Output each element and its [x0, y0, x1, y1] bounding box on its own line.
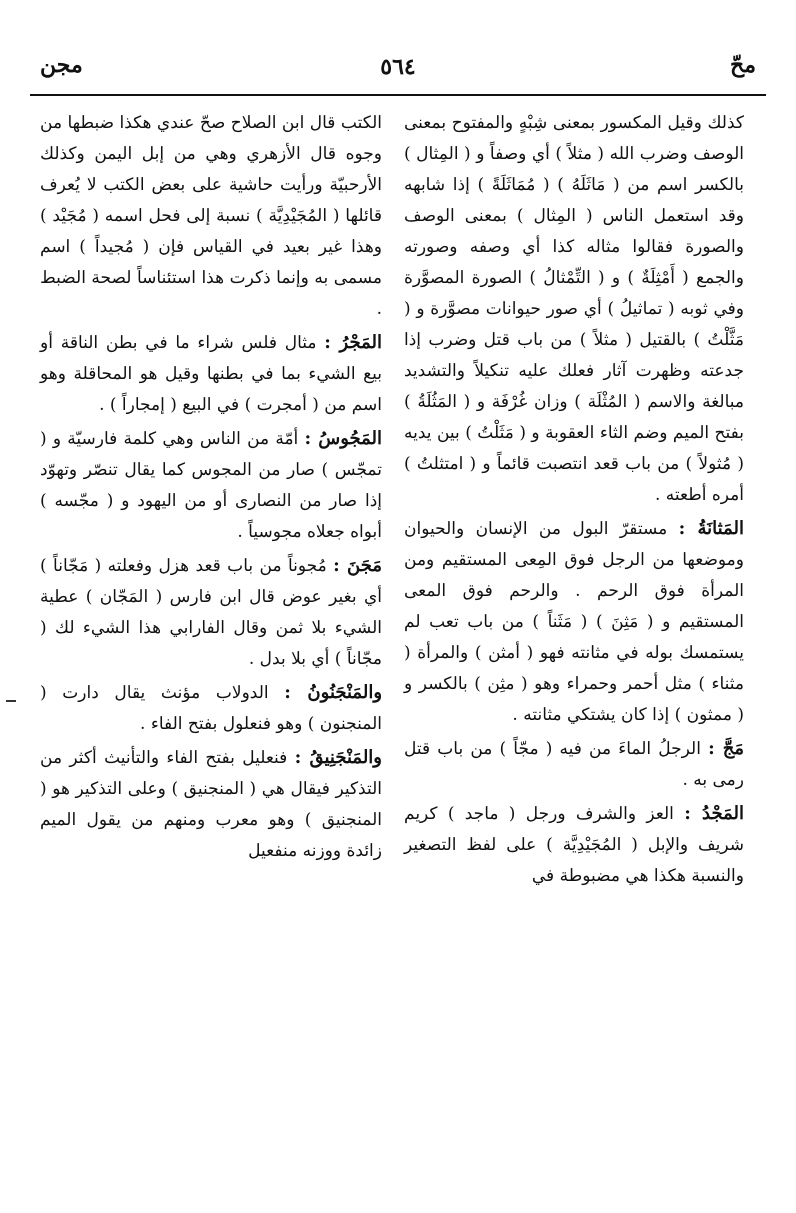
entry — [404, 108, 744, 511]
entry-headword: والمَنْجَنُونُ : — [284, 682, 383, 703]
entry-headword: مَجَّ : — [708, 738, 745, 759]
entry-text: مثال فلس شراء ما في بطن الناقة أو بيع الشيء بما في بطنها وقيل هو المحاقلة وهو اسم من ( أمجرت ) في البيع ( إمجاراً ) . — [40, 333, 382, 415]
entry-text: مستقرّ البول من الإنسان والحيوان وموضعها من الرجل فوق المِعى المستقيم ومن المرأة فوق الرحم . والرحم فوق المعى المستقيم و ( مَثِنَ ) ( مَثَناً ) من باب تعب لم يستمسك بوله في مثانته فهو ( أمثن ) والمرأة ( مثناء ) مثل أحمر وحمراء وهو ( مثِن ) بالكسر و ( ممثون ) إذا كان يشتكي مثانته . — [404, 519, 744, 725]
entry-text: فنعليل بفتح الفاء والتأنيث أكثر من التذكير فيقال هي ( المنجنيق ) وعلى التذكير هو ( المنجنيق ) وهو معرب ومنهم من يقول الميم زائدة ووزنه منفعيل — [40, 748, 382, 861]
entry — [404, 733, 744, 796]
entry — [40, 327, 382, 421]
margin-mark — [6, 700, 16, 702]
entry — [404, 513, 744, 731]
page-number: ٥٦٤ — [380, 54, 416, 80]
entry-text: أمّة من الناس وهي كلمة فارسيّة و ( تمجّس ) صار من المجوس كما يقال تنصّر وتهوّد إذا صار من النصارى أو من اليهود و ( مجّسه ) أبواه جعلاه مجوسياً . — [40, 429, 382, 542]
left-column — [40, 108, 382, 869]
entry — [40, 423, 382, 548]
page-header — [30, 48, 766, 96]
entry-headword: والمَنْجَنِيقُ : — [294, 747, 383, 768]
entry — [40, 742, 382, 867]
right-column — [404, 108, 744, 894]
entry-headword: المَجْرُ : — [324, 332, 382, 353]
entry-text: الدولاب مؤنث يقال دارت ( المنجنون ) وهو فنعلول بفتح الفاء . — [40, 683, 382, 734]
entry — [40, 677, 382, 740]
entry-headword: المَجْدُ : — [684, 803, 744, 824]
header-left-word: مجن — [40, 52, 83, 78]
entry — [40, 550, 382, 675]
entry-text: الكتب قال ابن الصلاح صحّ عندي هكذا ضبطها من وجوه قال الأزهري وهي من إبل اليمن وكذلك الأرحبيّة ورأيت حاشية على بعض الكتب لا يُعرف قائلها ( المُجَيْدِيَّة ) نسبة إلى فحل اسمه ( مُجَيْد ) وهذا غير بعيد في القياس فإن ( مُجيداً ) اسم مسمى به وإنما ذكرت هذا استئناساً لصحة الضبط . — [40, 113, 382, 319]
entry-text: الرجلُ الماءَ من فيه ( مجّاً ) من باب قتل رمى به . — [404, 739, 744, 790]
entry-headword: المَثانَةُ : — [678, 518, 744, 539]
entry-headword: مَجَنَ : — [333, 555, 383, 576]
entry-text: مُجوناً من باب قعد هزل وفعلته ( مَجّاناً ) أي بغير عوض قال ابن فارس ( المَجّان ) عطية الشيء بلا ثمن وقال الفارابي هذا الشيء لك ( مجّاناً ) أي بلا بدل . — [40, 556, 382, 669]
entry-text: العز والشرف ورجل ( ماجد ) كريم شريف والإبل ( المُجَيْدِيَّة ) على لفظ التصغير والنسبة هكذا هي مضبوطة في — [404, 804, 744, 886]
entry — [40, 108, 382, 325]
entry-headword: المَجُوسُ : — [304, 428, 382, 449]
entry — [404, 798, 744, 892]
entry-text: كذلك وقيل المكسور بمعنى شِبْهٍ والمفتوح بمعنى الوصف وضرب الله ( مثلاً ) أي وصفاً و ( المِثال ) بالكسر اسم من ( مَاثَلَهُ ) ( مُمَاثَلَةً ) إذا شابهه وقد استعمل الناس ( المِثال ) بمعنى الوصف والصورة فقالوا مثاله كذا أي وصفه وصورته والجمع ( أَمْثِلَةٌ ) و ( التِّمْثالُ ) الصورة المصوَّرة وفي ثوبه ( تماثيلُ ) أي صور حيوانات مصوَّرة و ( مَثَّلْتُ ) بالقتيل ( مثلاً ) من باب قتل وضرب إذا جدعته وظهرت آثار فعلك عليه تنكيلاً والتشديد مبالغة والاسم ( المُثْلَة ) وزان غُرْفَة و ( المَثُلَةُ ) بفتح الميم وضم الثاء العقوبة و ( مَثَلْتُ ) بين يديه ( مُثولاً ) من باب قعد انتصبت قائماً و ( امتثلتُ ) أمره أطعته . — [404, 113, 744, 505]
header-right-word: محّ — [730, 52, 756, 78]
